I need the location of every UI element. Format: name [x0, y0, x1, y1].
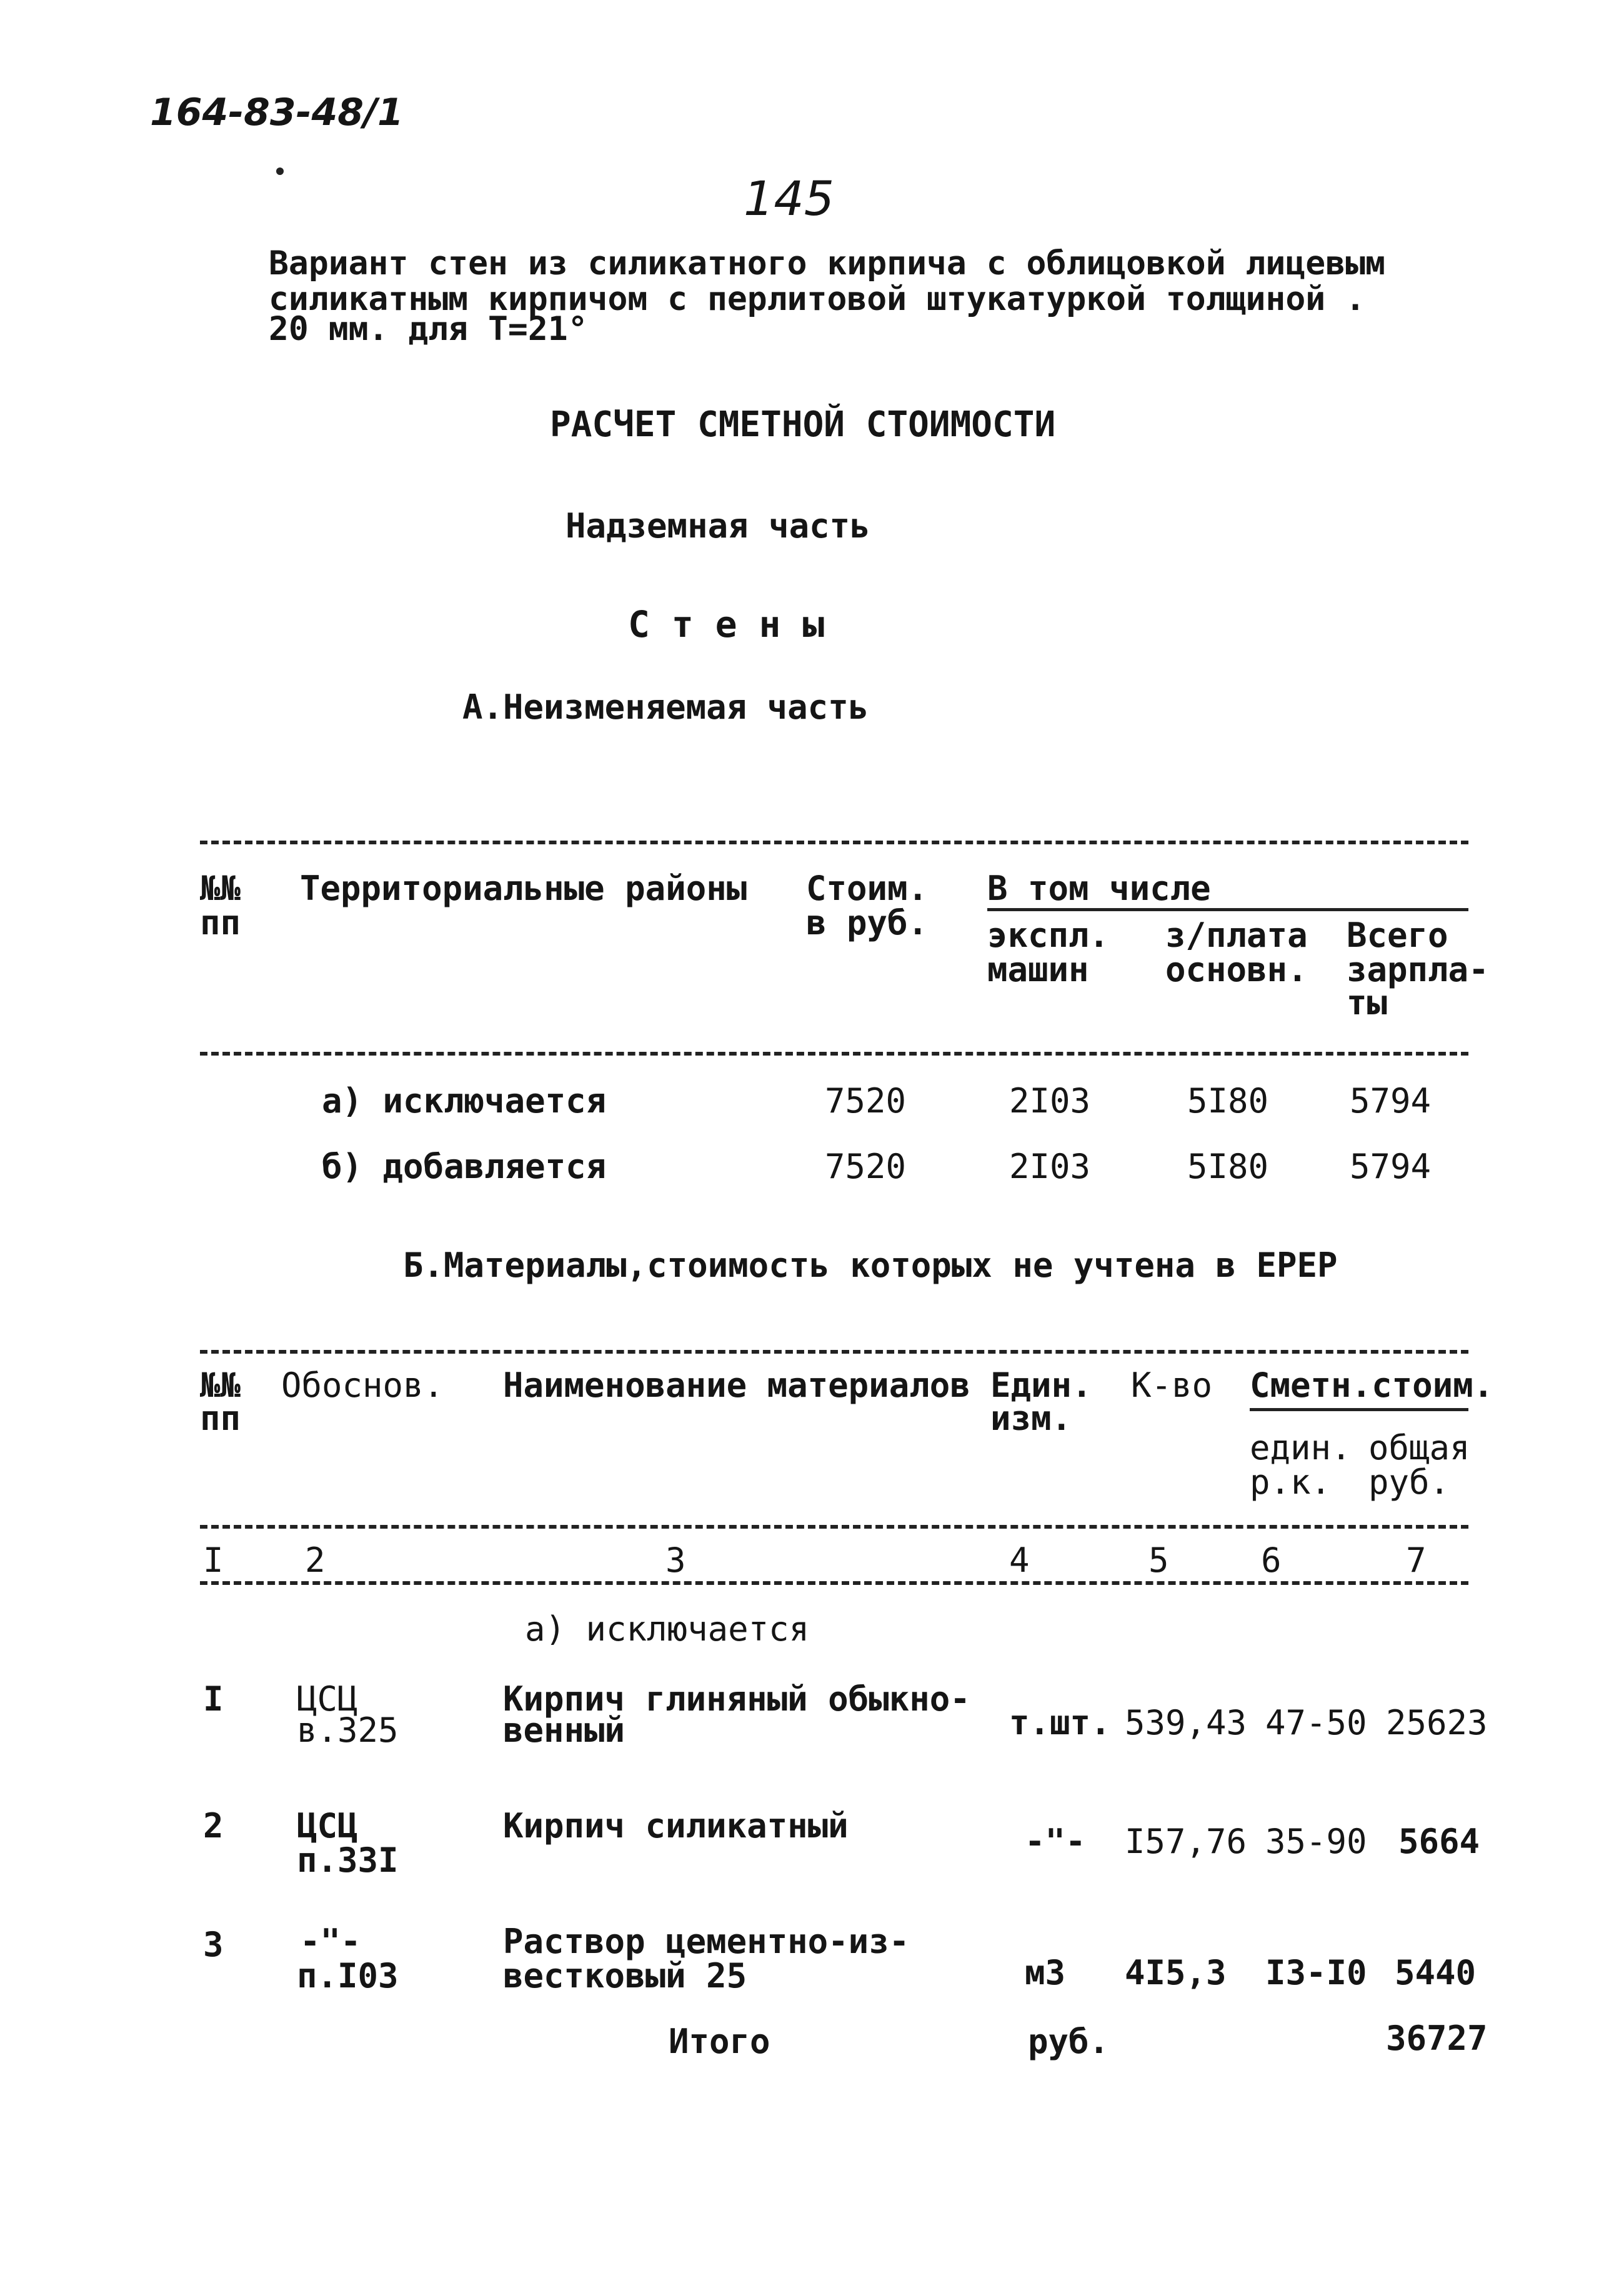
row-number: I — [203, 1679, 224, 1719]
column-number: 2 — [305, 1541, 326, 1580]
row-label: а) исключается — [322, 1081, 607, 1121]
part-a-num-header-2: пп — [200, 903, 241, 942]
page-heading: РАСЧЕТ СМЕТНОЙ СТОИМОСТИ — [550, 404, 1056, 445]
column-number: 7 — [1406, 1541, 1427, 1580]
total-label: Итого — [669, 2022, 770, 2061]
quantity-header: К-во — [1131, 1366, 1213, 1405]
part-a-num-header: №№ — [200, 869, 241, 908]
total-unit: руб. — [1028, 2022, 1110, 2061]
total-wages-header-3: ты — [1347, 983, 1388, 1022]
row-material-name-cont: венный — [503, 1711, 625, 1750]
intro-line-2: силикатным кирпичом с перлитовой штукатуркой толщиной . — [269, 280, 1365, 318]
row-number: 3 — [203, 1925, 224, 1964]
total-wages-header: Всего — [1347, 916, 1448, 955]
including-underline — [987, 908, 1468, 911]
document-code: 164-83-48/1 — [150, 91, 404, 134]
row-total-wages: 5794 — [1350, 1081, 1432, 1121]
part-b-num-header-2: пп — [200, 1399, 241, 1438]
part-b-rule-top — [200, 1350, 1468, 1354]
part-b-num-header: №№ — [200, 1366, 241, 1405]
row-total: 25623 — [1386, 1703, 1488, 1742]
row-number: 2 — [203, 1806, 224, 1846]
row-wages: 5I80 — [1187, 1147, 1269, 1186]
unit-cost-header-2: р.к. — [1250, 1462, 1332, 1502]
total-cost-header: общая — [1368, 1428, 1470, 1467]
intro-line-3: 20 мм. для Т=21° — [269, 310, 588, 348]
row-material-name-cont: вестковый 25 — [503, 1956, 747, 1996]
machines-header: экспл. — [987, 916, 1110, 955]
part-a-rule-bottom — [200, 1052, 1468, 1056]
total-cost-header-2: руб. — [1368, 1462, 1450, 1502]
part-b-rule-mid — [200, 1525, 1468, 1529]
part-b-title: Б.Материалы,стоимость которых не учтена в ЕРЕР — [403, 1246, 1338, 1285]
row-quantity: 4I5,3 — [1125, 1953, 1227, 1992]
basis-header: Обоснов. — [281, 1366, 444, 1405]
sub-section-label: а) исключается — [525, 1609, 810, 1649]
part-a-rule-top — [200, 841, 1468, 844]
row-material-name: Раствор цементно-из- — [503, 1922, 910, 1961]
regions-header: Территориальные районы — [300, 869, 747, 908]
part-a-title: А.Неизменяемая часть — [462, 687, 869, 727]
unit-cost-header: един. — [1250, 1428, 1352, 1467]
estimated-cost-header: Сметн.стоим. — [1250, 1366, 1494, 1405]
row-basis: ЦСЦ — [297, 1806, 358, 1846]
row-unit-price: 47-50 — [1265, 1703, 1367, 1742]
total-value: 36727 — [1386, 2019, 1488, 2058]
row-quantity: I57,76 — [1125, 1822, 1247, 1861]
row-basis: ЦСЦ — [297, 1679, 358, 1719]
row-basis-ref: п.33I — [297, 1841, 399, 1880]
machines-header-2: машин — [987, 950, 1089, 989]
row-quantity: 539,43 — [1125, 1703, 1247, 1742]
column-number: 4 — [1009, 1541, 1030, 1580]
row-unit-price: 35-90 — [1265, 1822, 1367, 1861]
row-total-wages: 5794 — [1350, 1147, 1432, 1186]
estimated-cost-underline — [1250, 1408, 1468, 1411]
column-number: I — [203, 1541, 224, 1580]
row-total: 5664 — [1398, 1822, 1480, 1861]
cost-header-2: в руб. — [806, 903, 929, 942]
column-number: 6 — [1261, 1541, 1282, 1580]
row-basis-ref: п.I03 — [297, 1956, 399, 1996]
row-unit: -"- — [1025, 1822, 1086, 1861]
row-material-name: Кирпич глиняный обыкно- — [503, 1679, 970, 1719]
row-machines: 2I03 — [1009, 1081, 1091, 1121]
section-title: С т е н ы — [628, 603, 825, 646]
row-unit: т.шт. — [1009, 1703, 1111, 1742]
material-name-header: Наименование материалов — [503, 1366, 970, 1405]
row-material-name: Кирпич силикатный — [503, 1806, 849, 1846]
subheading: Надземная часть — [565, 506, 870, 546]
row-cost: 7520 — [825, 1147, 907, 1186]
row-label: б) добавляется — [322, 1147, 607, 1186]
column-number: 5 — [1148, 1541, 1169, 1580]
cost-header: Стоим. — [806, 869, 929, 908]
row-basis-ref: в.325 — [297, 1711, 399, 1750]
intro-line-1: Вариант стен из силикатного кирпича с облицовкой лицевым — [269, 244, 1385, 282]
wages-header-2: основн. — [1165, 950, 1308, 989]
row-unit-price: I3-I0 — [1265, 1953, 1367, 1992]
wages-header: з/плата — [1165, 916, 1308, 955]
part-b-rule-numbers — [200, 1581, 1468, 1585]
row-unit: м3 — [1025, 1953, 1066, 1992]
bullet-dot — [276, 167, 284, 175]
column-number: 3 — [665, 1541, 686, 1580]
unit-header-2: изм. — [990, 1399, 1072, 1438]
including-header: В том числе — [987, 869, 1211, 908]
page-number: 145 — [744, 171, 835, 226]
row-wages: 5I80 — [1187, 1081, 1269, 1121]
unit-header: Един. — [990, 1366, 1092, 1405]
total-wages-header-2: зарпла- — [1347, 950, 1489, 989]
row-total: 5440 — [1395, 1953, 1477, 1992]
row-cost: 7520 — [825, 1081, 907, 1121]
row-machines: 2I03 — [1009, 1147, 1091, 1186]
row-basis: -"- — [300, 1922, 361, 1961]
